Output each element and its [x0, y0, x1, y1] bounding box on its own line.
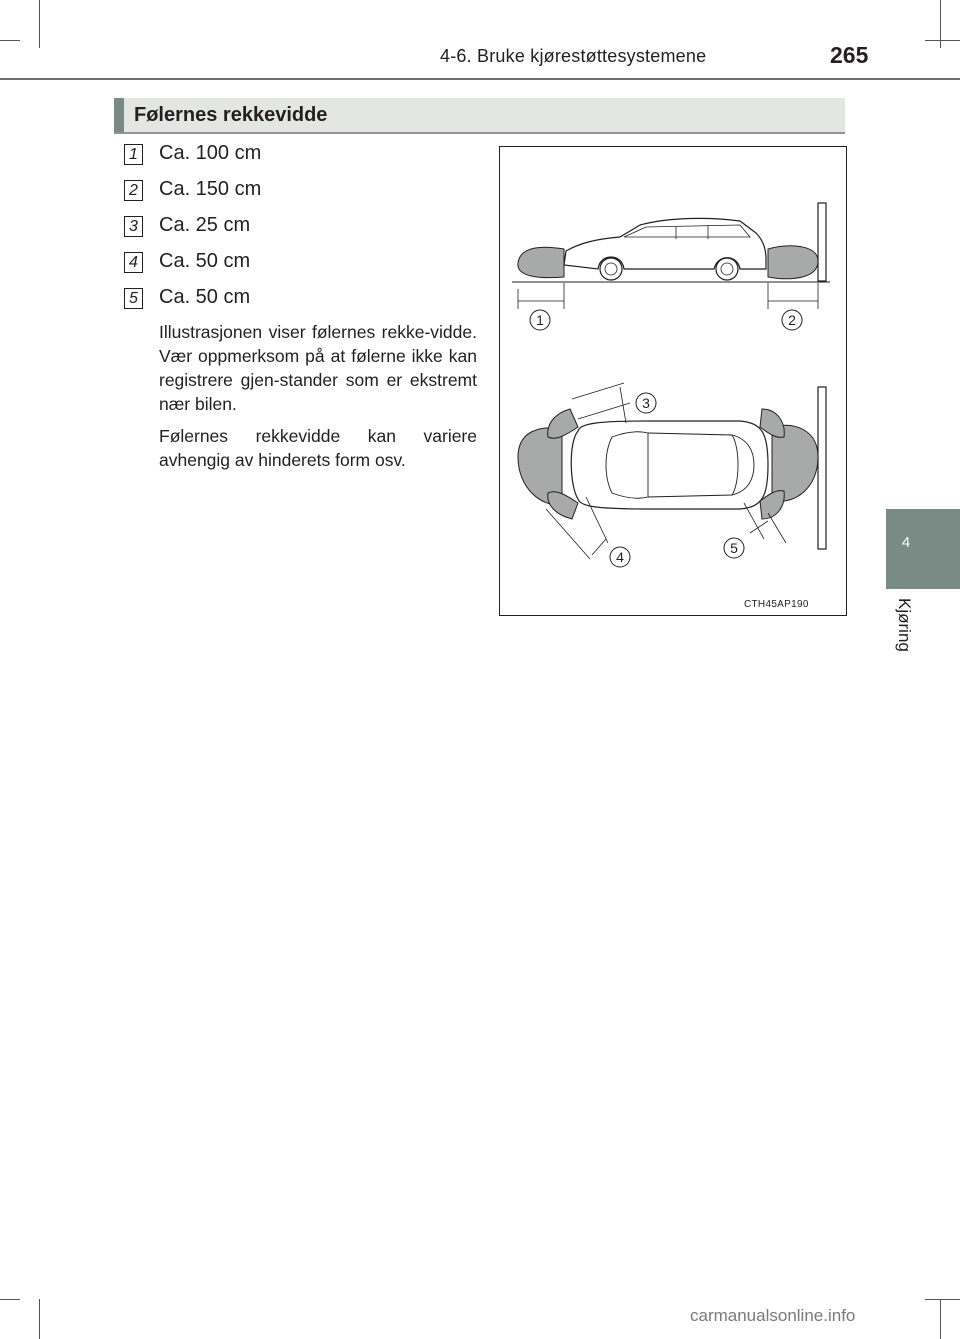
- item-text: Ca. 25 cm: [159, 214, 251, 236]
- item-text: Ca. 50 cm: [159, 250, 251, 272]
- crop-mark: [0, 40, 20, 41]
- item-number-badge: 4: [124, 252, 143, 273]
- crop-mark: [39, 0, 40, 48]
- callout-label: 2: [788, 312, 796, 328]
- callout-label: 5: [730, 540, 738, 556]
- sensor-range-figure: [499, 146, 847, 616]
- paragraph-note: Følernes rekkevidde kan variere avhengig av hinderets form osv.: [159, 426, 477, 470]
- item-text: Ca. 150 cm: [159, 178, 262, 200]
- crop-mark: [940, 1299, 941, 1339]
- car-wheel: [600, 258, 622, 280]
- chapter-number: 4: [901, 534, 911, 551]
- dim-line-5: [768, 513, 786, 543]
- front-corner-zone: [548, 409, 578, 438]
- crop-mark: [925, 1299, 960, 1300]
- item-number-badge: 5: [124, 288, 143, 309]
- watermark: carmanualsonline.info: [690, 1306, 856, 1325]
- rear-sensor-zone: [768, 246, 818, 279]
- chapter-tab: [886, 509, 960, 589]
- page-number: 265: [830, 42, 869, 68]
- dim-line-3: [572, 383, 624, 399]
- sensor-range-illustration: [500, 147, 846, 615]
- item-text: Ca. 50 cm: [159, 286, 251, 308]
- section-title-bar: [114, 98, 845, 134]
- crop-mark: [39, 1299, 40, 1339]
- wall-top: [818, 387, 826, 549]
- car-top-body: [571, 421, 768, 509]
- running-header-section: 4-6. Bruke kjørestøttesystemene: [440, 46, 707, 66]
- dim-line-3: [578, 403, 630, 419]
- crop-mark: [925, 40, 960, 41]
- section-title: Følernes rekkevidde: [134, 104, 328, 126]
- dim-arrow-5: [750, 521, 768, 533]
- crop-mark: [0, 1299, 20, 1300]
- chapter-label-container: [892, 598, 922, 668]
- header-rule: [0, 78, 960, 80]
- wall-side: [818, 203, 826, 281]
- front-sensor-zone: [518, 247, 564, 277]
- chapter-label: Kjøring: [895, 598, 914, 652]
- item-text: Ca. 100 cm: [159, 142, 262, 164]
- dim-arrow-3: [620, 387, 626, 423]
- callout-label: 1: [536, 312, 544, 328]
- car-wheel: [716, 258, 738, 280]
- front-corner-zone: [548, 492, 578, 519]
- dim-arrow-4: [592, 539, 606, 555]
- item-number-badge: 2: [124, 180, 143, 201]
- callout-label: 3: [642, 395, 650, 411]
- title-accent: [114, 98, 124, 132]
- figure-code: CTH45AP190: [744, 599, 809, 610]
- item-number-badge: 3: [124, 216, 143, 237]
- paragraph-note: Illustrasjonen viser følernes rekke-vidde. Vær oppmerksom på at følerne ikke kan registrere gjen-stander som er ekstremt nær bilen.: [159, 322, 477, 414]
- item-number-badge: 1: [124, 144, 143, 165]
- callout-label: 4: [616, 549, 624, 565]
